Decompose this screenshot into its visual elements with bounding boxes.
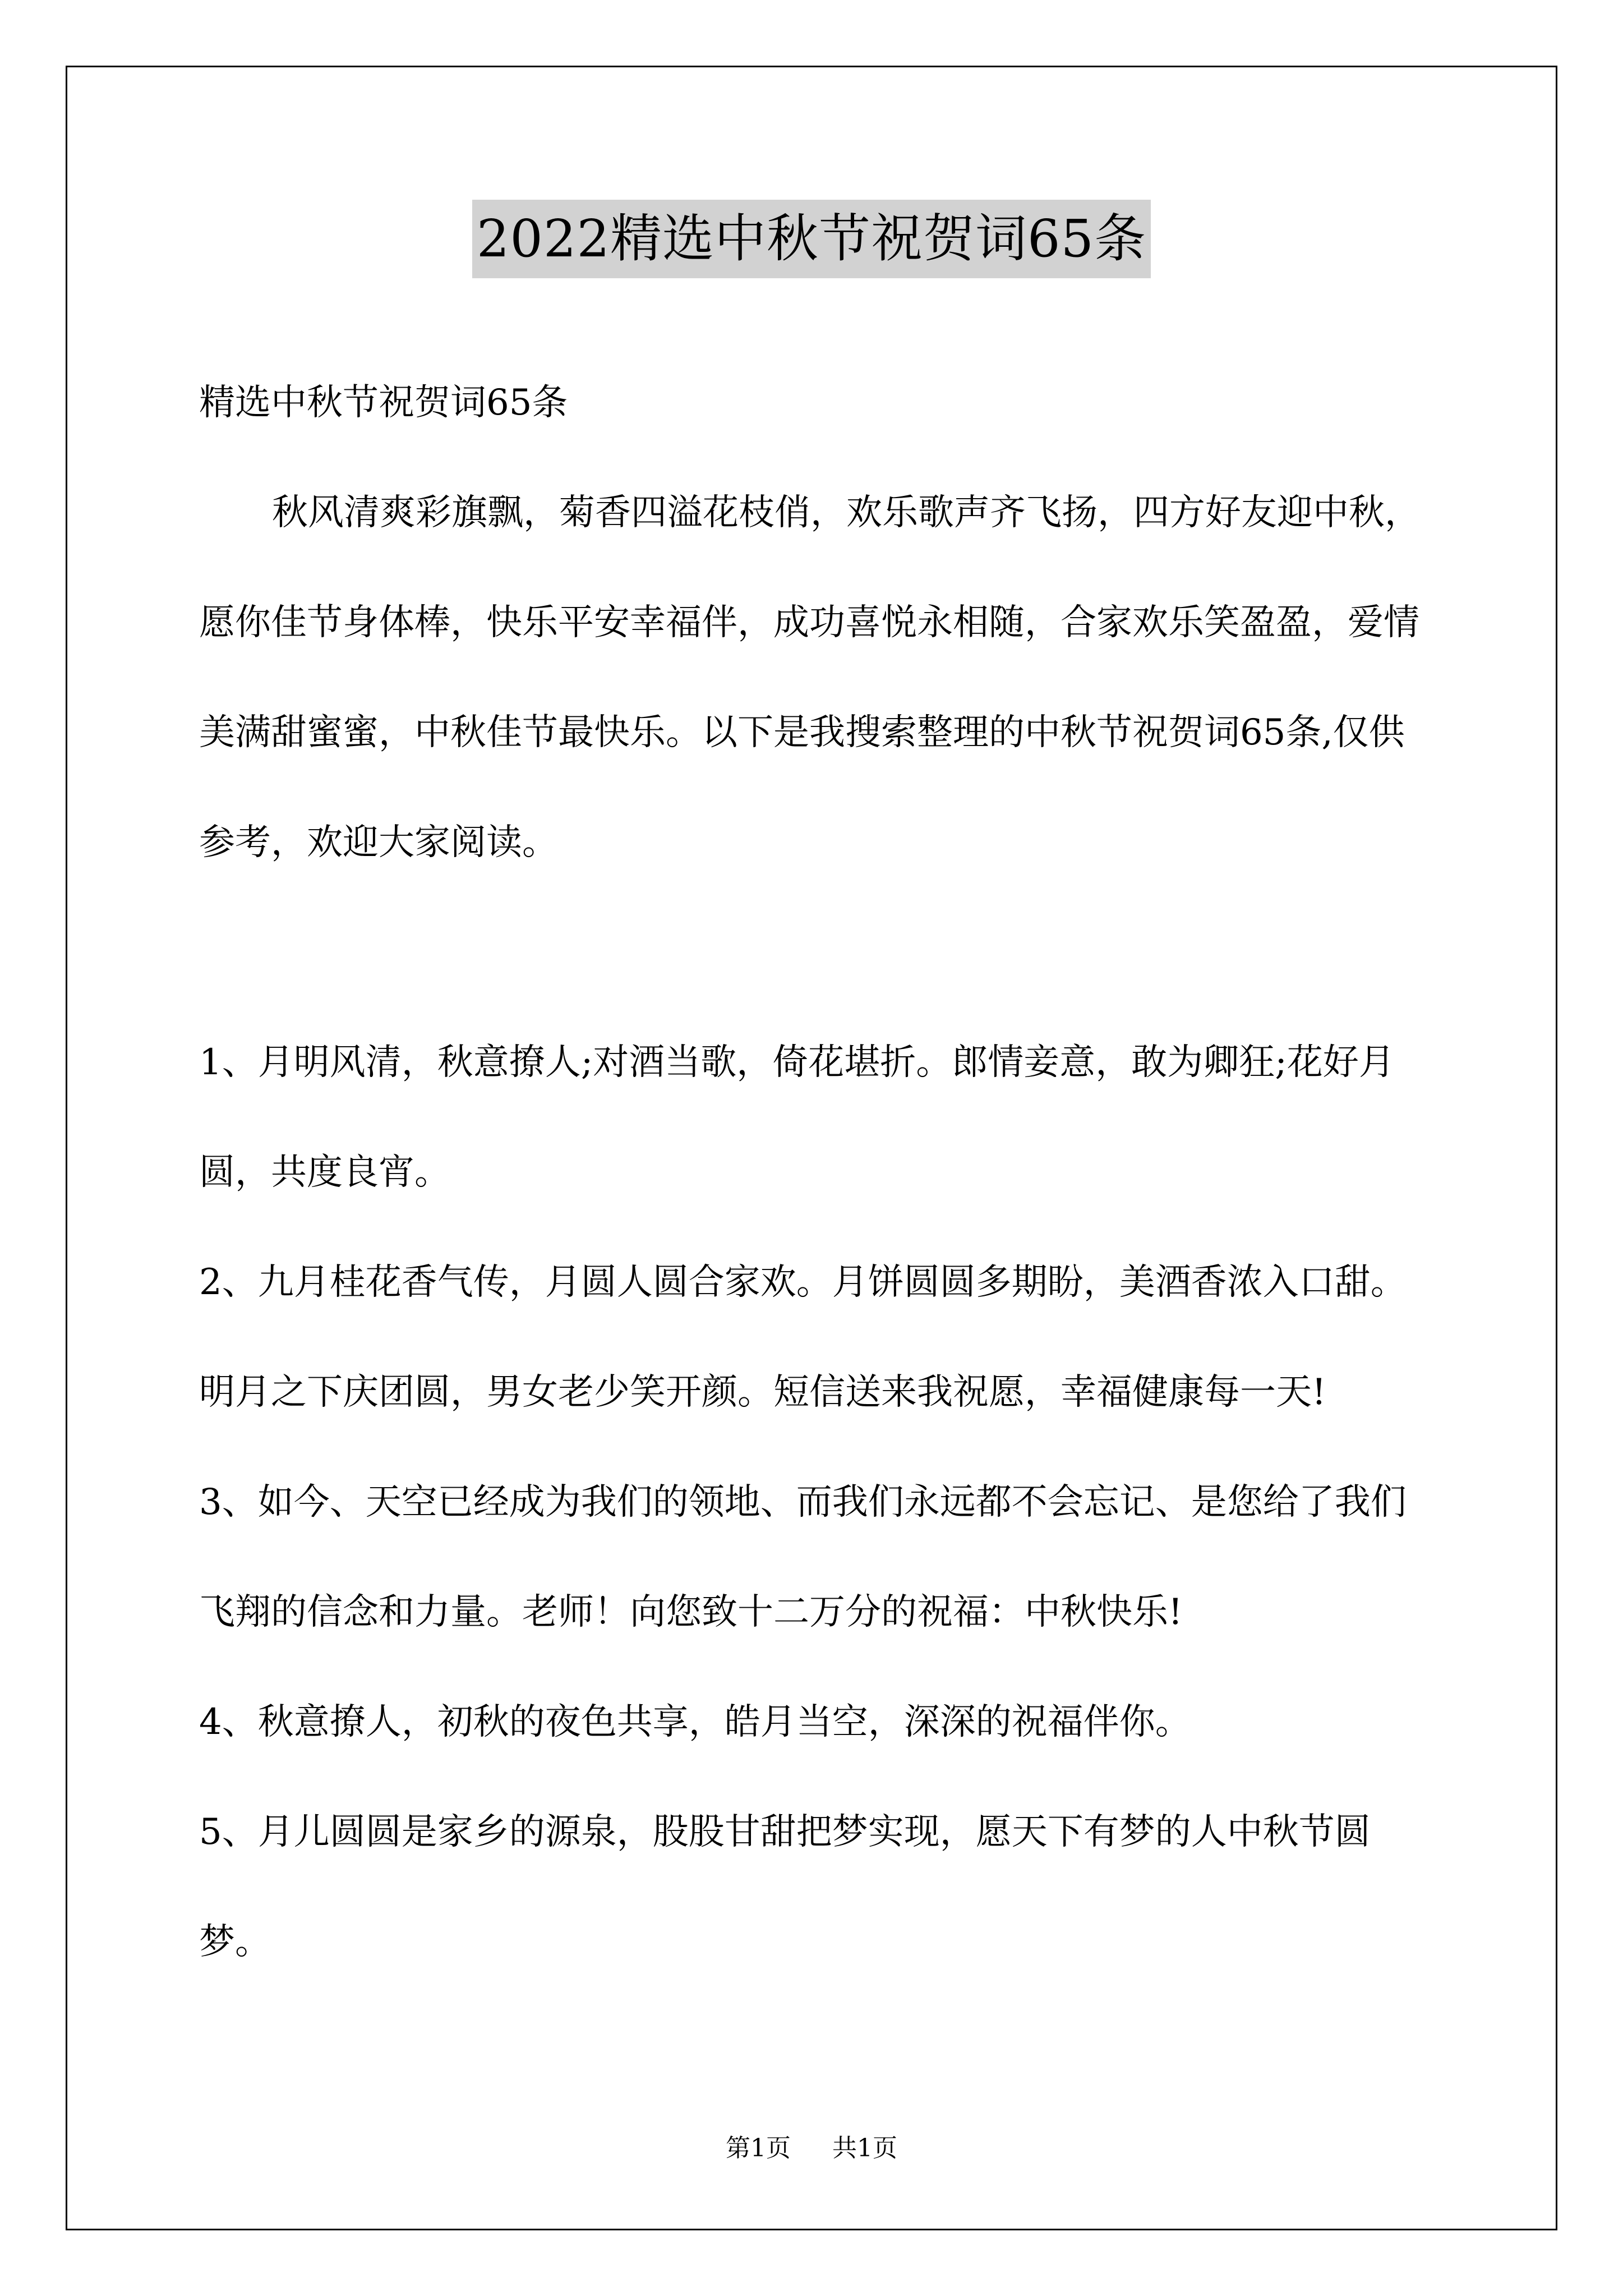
list-item: 5、月儿圆圆是家乡的源泉，股股甘甜把梦实现，愿天下有梦的人中秋节圆梦。 bbox=[199, 1811, 1371, 1963]
page-footer bbox=[0, 2132, 1623, 2165]
document-title: 2022精选中秋节祝贺词65条 bbox=[472, 200, 1151, 278]
list-item: 3、如今、天空已经成为我们的领地、而我们永远都不会忘记、是您给了我们飞翔的信念和力量。老师！向您致十二万分的祝福：中秋快乐! bbox=[199, 1481, 1407, 1633]
list-item: 1、月明风清，秋意撩人;对酒当歌，倚花堪折。郎情妾意，敢为卿狂;花好月圆，共度良宵。 bbox=[199, 1042, 1395, 1193]
list-item: 4、秋意撩人，初秋的夜色共享，皓月当空，深深的祝福伴你。 bbox=[199, 1701, 1191, 1743]
page-number: 第1页 bbox=[726, 2134, 791, 2162]
document-body bbox=[199, 348, 1433, 1997]
title-container bbox=[0, 200, 1623, 278]
document-subtitle: 精选中秋节祝贺词65条 bbox=[199, 382, 568, 424]
page-total: 共1页 bbox=[832, 2134, 897, 2162]
list-item: 2、九月桂花香气传，月圆人圆合家欢。月饼圆圆多期盼，美酒香浓入口甜。明月之下庆团圆，男女老少笑开颜。短信送来我祝愿，幸福健康每一天! bbox=[199, 1262, 1407, 1413]
intro-paragraph: 秋风清爽彩旗飘，菊香四溢花枝俏，欢乐歌声齐飞扬，四方好友迎中秋，愿你佳节身体棒，快乐平安幸福伴，成功喜悦永相随，合家欢乐笑盈盈，爱情美满甜蜜蜜，中秋佳节最快乐。以下是我搜索整理的中秋节祝贺词65条,仅供参考，欢迎大家阅读。 bbox=[199, 492, 1421, 863]
